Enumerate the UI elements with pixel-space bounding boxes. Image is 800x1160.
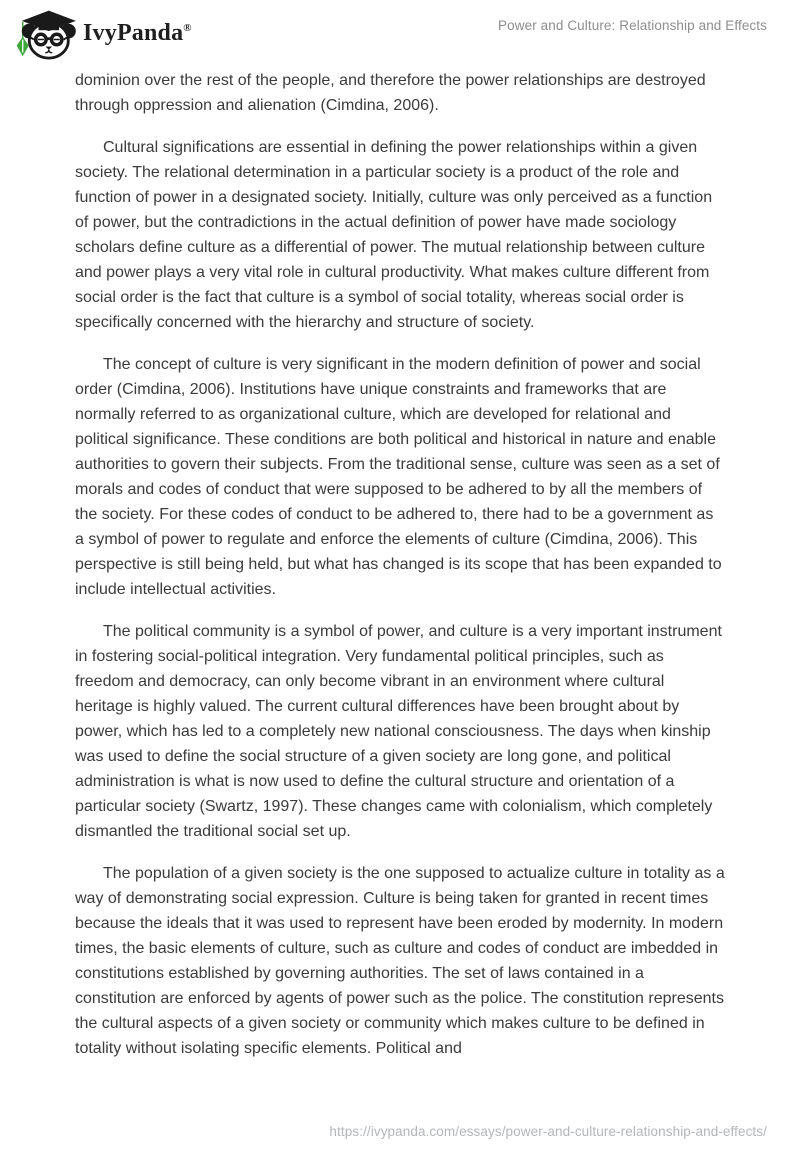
essay-paragraph: dominion over the rest of the people, and therefore the power relationships are destroyed through oppression and alienation (Cimdina, 2006).	[75, 72, 706, 114]
brand	[14, 6, 192, 60]
page-header	[14, 6, 767, 60]
essay-body	[75, 68, 725, 1078]
source-url-link[interactable]: https://ivypanda.com/essays/power-and-culture-relationship-and-effects/	[329, 1124, 767, 1139]
page-footer	[329, 1123, 767, 1141]
panda-graduation-cap-icon	[14, 6, 78, 60]
brand-name	[83, 20, 192, 47]
essay-paragraph: Cultural significations are essential in defining the power relationships within a given society. The relational determination in a particular society is a product of the role and function of power in a designated society. Initially, culture was only perceived as a function of power, but the contradictions in the actual definition of power have made sociology scholars define culture as a differential of power. The mutual relationship between culture and power plays a very vital role in cultural productivity. What makes culture different from social order is the fact that culture is a symbol of social totality, whereas social order is specifically concerned with the hierarchy and structure of society.	[75, 139, 713, 331]
essay-paragraph: The political community is a symbol of power, and culture is a very important instrument in fostering social-political integration. Very fundamental political principles, such as freedom and democracy, can only become vibrant in an environment where cultural heritage is highly valued. The current cultural differences have been brought about by power, which has led to a completely new national consciousness. The days when kinship was used to define the social structure of a given society are long gone, and political administration is what is now used to define the cultural structure and orientation of a particular society (Swartz, 1997). These changes came with colonialism, which completely dismantled the traditional social set up.	[75, 623, 722, 840]
essay-paragraph: The population of a given society is the one supposed to actualize culture in totality as a way of demonstrating social expression. Culture is being taken for granted in recent times because the ideals that it was used to represent have been eroded by modernity. In modern times, the basic elements of culture, such as culture and codes of conduct are imbedded in constitutions established by governing authorities. The set of laws contained in a constitution are enforced by agents of power such as the police. The constitution represents the cultural aspects of a given society or community which makes culture to be defined in totality without isolating specific elements. Political and	[75, 865, 725, 1057]
brand-name-text: IvyPanda	[83, 19, 184, 46]
registered-trademark-symbol: ®	[183, 21, 192, 34]
document-title: Power and Culture: Relationship and Effects	[498, 18, 767, 33]
essay-paragraph: The concept of culture is very significant in the modern definition of power and social order (Cimdina, 2006). Institutions have unique constraints and frameworks that are normally referred to as organizational culture, which are developed for relational and political significance. These conditions are both political and historical in nature and enable authorities to govern their subjects. From the traditional sense, culture was seen as a set of morals and codes of conduct that were supposed to be adhered to by all the members of the society. For these codes of conduct to be adhered to, there had to be a government as a symbol of power to regulate and enforce the elements of culture (Cimdina, 2006). This perspective is still being held, but what has changed is its scope that has been expanded to include intellectual activities.	[75, 356, 722, 598]
